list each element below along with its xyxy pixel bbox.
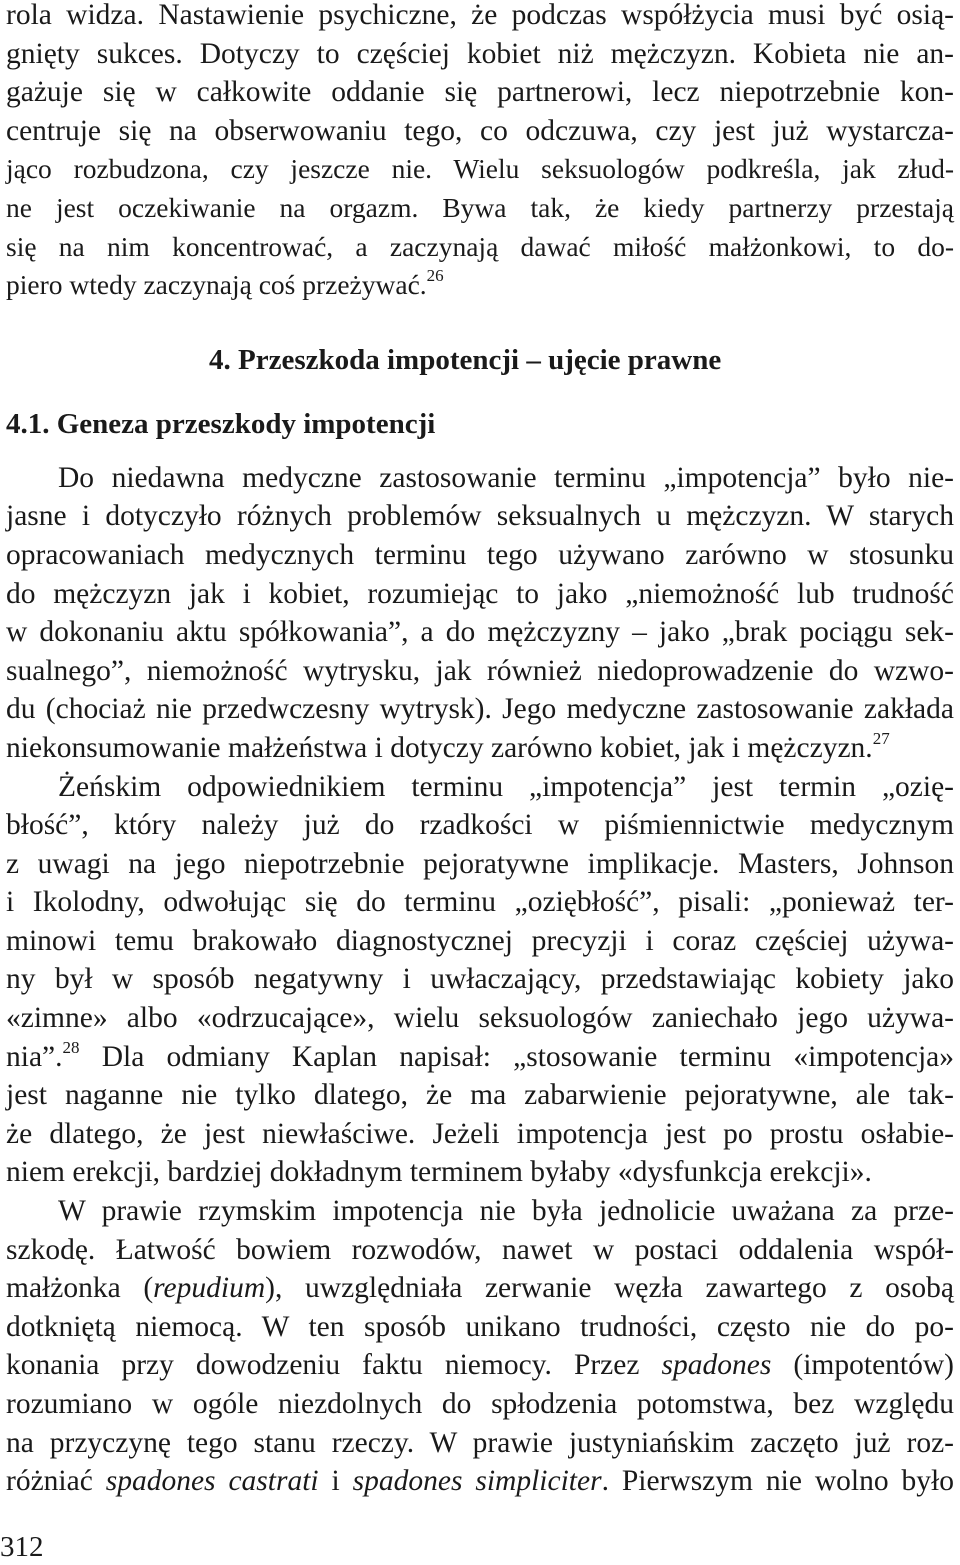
italic-term: spadones: [661, 1349, 772, 1382]
section-heading: 4. Przeszkoda impotencji – ujęcie prawne: [209, 343, 722, 376]
paragraph: [6, 1192, 954, 1501]
text-line: dotkniętą niemocą. W ten sposób unikano trudności, często nie do po-: [6, 1310, 954, 1343]
text-line: [6, 1462, 954, 1501]
text-line: W prawie rzymskim impotencja nie była jednolicie uważana za prze-: [58, 1195, 954, 1228]
italic-term: repudium: [153, 1272, 266, 1305]
text-line: jąco rozbudzona, czy jeszcze nie. Wielu seksuologów podkreśla, jak złud-: [6, 153, 954, 185]
text-line: gnięty sukces. Dotyczy to częściej kobiet niż mężczyzn. Kobieta nie an-: [6, 37, 954, 70]
text-line: błość”, który należy już do rzadkości w piśmiennictwie medycznym: [6, 809, 954, 842]
text-fragment: . Pierwszym nie wolno było: [601, 1465, 954, 1498]
text-line: «zimne» albo «odrzucające», wielu seksuologów zaniechało jego używa-: [6, 1002, 954, 1035]
text-line: [6, 729, 954, 768]
text-fragment: małżonka (: [6, 1272, 154, 1305]
text-line: że dlatego, że jest niewłaściwe. Jeżeli impotencja jest po prostu osłabie-: [6, 1117, 954, 1150]
text-line: [6, 1038, 954, 1077]
text-line: [6, 1269, 954, 1308]
text-line: ny był w sposób negatywny i uwłaczający, przedstawiając kobiety jako: [6, 963, 954, 996]
text-fragment: piero wtedy zaczynają coś przeżywać.: [6, 269, 427, 301]
spacer: [6, 305, 954, 341]
spacer: [6, 451, 954, 459]
text-fragment: (impotentów): [771, 1349, 954, 1382]
paragraph-top: [6, 0, 954, 305]
text-line: do mężczyzn jak i kobiet, rozumiejąc to jako „niemożność lub trudność: [6, 577, 954, 610]
text-line: ne jest oczekiwanie na orgazm. Bywa tak, że kiedy partnerzy przestają: [6, 191, 954, 223]
text-fragment: konania przy dowodzeniu faktu niemocy. Przez: [6, 1349, 662, 1382]
text-line: sualnego”, niemożność wytrysku, jak również niedoprowadzenie do wzwo-: [6, 654, 954, 687]
text-line: się na nim koncentrować, a zaczynają dawać miłość małżonkowi, to do-: [6, 230, 954, 262]
text-line: jest naganne nie tylko dlatego, że ma zabarwienie pejoratywne, ale tak-: [6, 1079, 954, 1112]
text-fragment: nia”.: [6, 1040, 63, 1073]
text-fragment: ), uwzględniała zerwanie węzła zawartego z osobą: [265, 1272, 954, 1305]
text-line: [6, 1346, 954, 1385]
text-fragment: i: [318, 1465, 353, 1498]
text-line: opracowaniach medycznych terminu tego używano zarówno w stosunku: [6, 538, 954, 571]
text-line: niem erekcji, bardziej dokładnym terminem byłaby «dysfunkcja erekcji».: [6, 1156, 872, 1189]
text-fragment: różniać: [6, 1465, 106, 1498]
paragraph: [6, 768, 954, 1193]
paragraph: [6, 459, 954, 768]
text-line: rola widza. Nastawienie psychiczne, że podczas współżycia musi być osią-: [6, 0, 954, 31]
text-line: Żeńskim odpowiednikiem terminu „impotencja” jest termin „ozię-: [58, 770, 954, 803]
text-line: i Ikolodny, odwołując się do terminu „oziębłość”, pisali: „ponieważ ter-: [6, 886, 954, 919]
text-line: jasne i dotyczyło różnych problemów seksualnych u mężczyzn. W starych: [6, 500, 954, 533]
text-line: centruje się na obserwowaniu tego, co odczuwa, czy jest już wystarcza-: [6, 114, 954, 147]
book-page: [6, 0, 954, 1501]
footnote-reference[interactable]: 26: [426, 266, 444, 286]
italic-term: spadones castrati: [105, 1465, 319, 1498]
text-line: du (chociaż nie przedwczesny wytrysk). Jego medyczne zastosowanie zakłada: [6, 693, 954, 726]
text-line: w dokonaniu aktu spółkowania”, a do mężczyzny – jako „brak pociągu sek-: [6, 616, 954, 649]
text-line: minowi temu brakowało diagnostycznej precyzji i coraz częściej używa-: [6, 924, 954, 957]
text-line: z uwagi na jego niepotrzebnie pejoratywne implikacje. Masters, Johnson: [6, 847, 954, 880]
text-line: [6, 266, 954, 305]
text-line: gażuje się w całkowite oddanie się partnerowi, lecz niepotrzebnie kon-: [6, 76, 954, 109]
text-line: rozumiano w ogóle niezdolnych do spłodzenia potomstwa, bez względu: [6, 1388, 954, 1420]
subsection-heading: 4.1. Geneza przeszkody impotencji: [6, 407, 436, 440]
text-fragment: Dla odmiany Kaplan napisał: „stosowanie terminu «impotencja»: [79, 1040, 954, 1073]
text-line: na przyczynę tego stanu rzeczy. W prawie justyniańskim zaczęto już roz-: [6, 1426, 954, 1459]
text-line: szkodę. Łatwość bowiem rozwodów, nawet w postaci oddalenia współ-: [6, 1233, 954, 1266]
italic-term: spadones simpliciter: [352, 1465, 602, 1498]
footnote-reference[interactable]: 28: [62, 1037, 80, 1057]
footnote-reference[interactable]: 27: [872, 728, 890, 748]
text-line: Do niedawna medyczne zastosowanie terminu „impotencja” było nie-: [58, 461, 954, 494]
text-fragment: niekonsumowanie małżeństwa i dotyczy zarówno kobiet, jak i mężczyzn.: [6, 731, 873, 764]
page-number: 312: [0, 1531, 44, 1563]
